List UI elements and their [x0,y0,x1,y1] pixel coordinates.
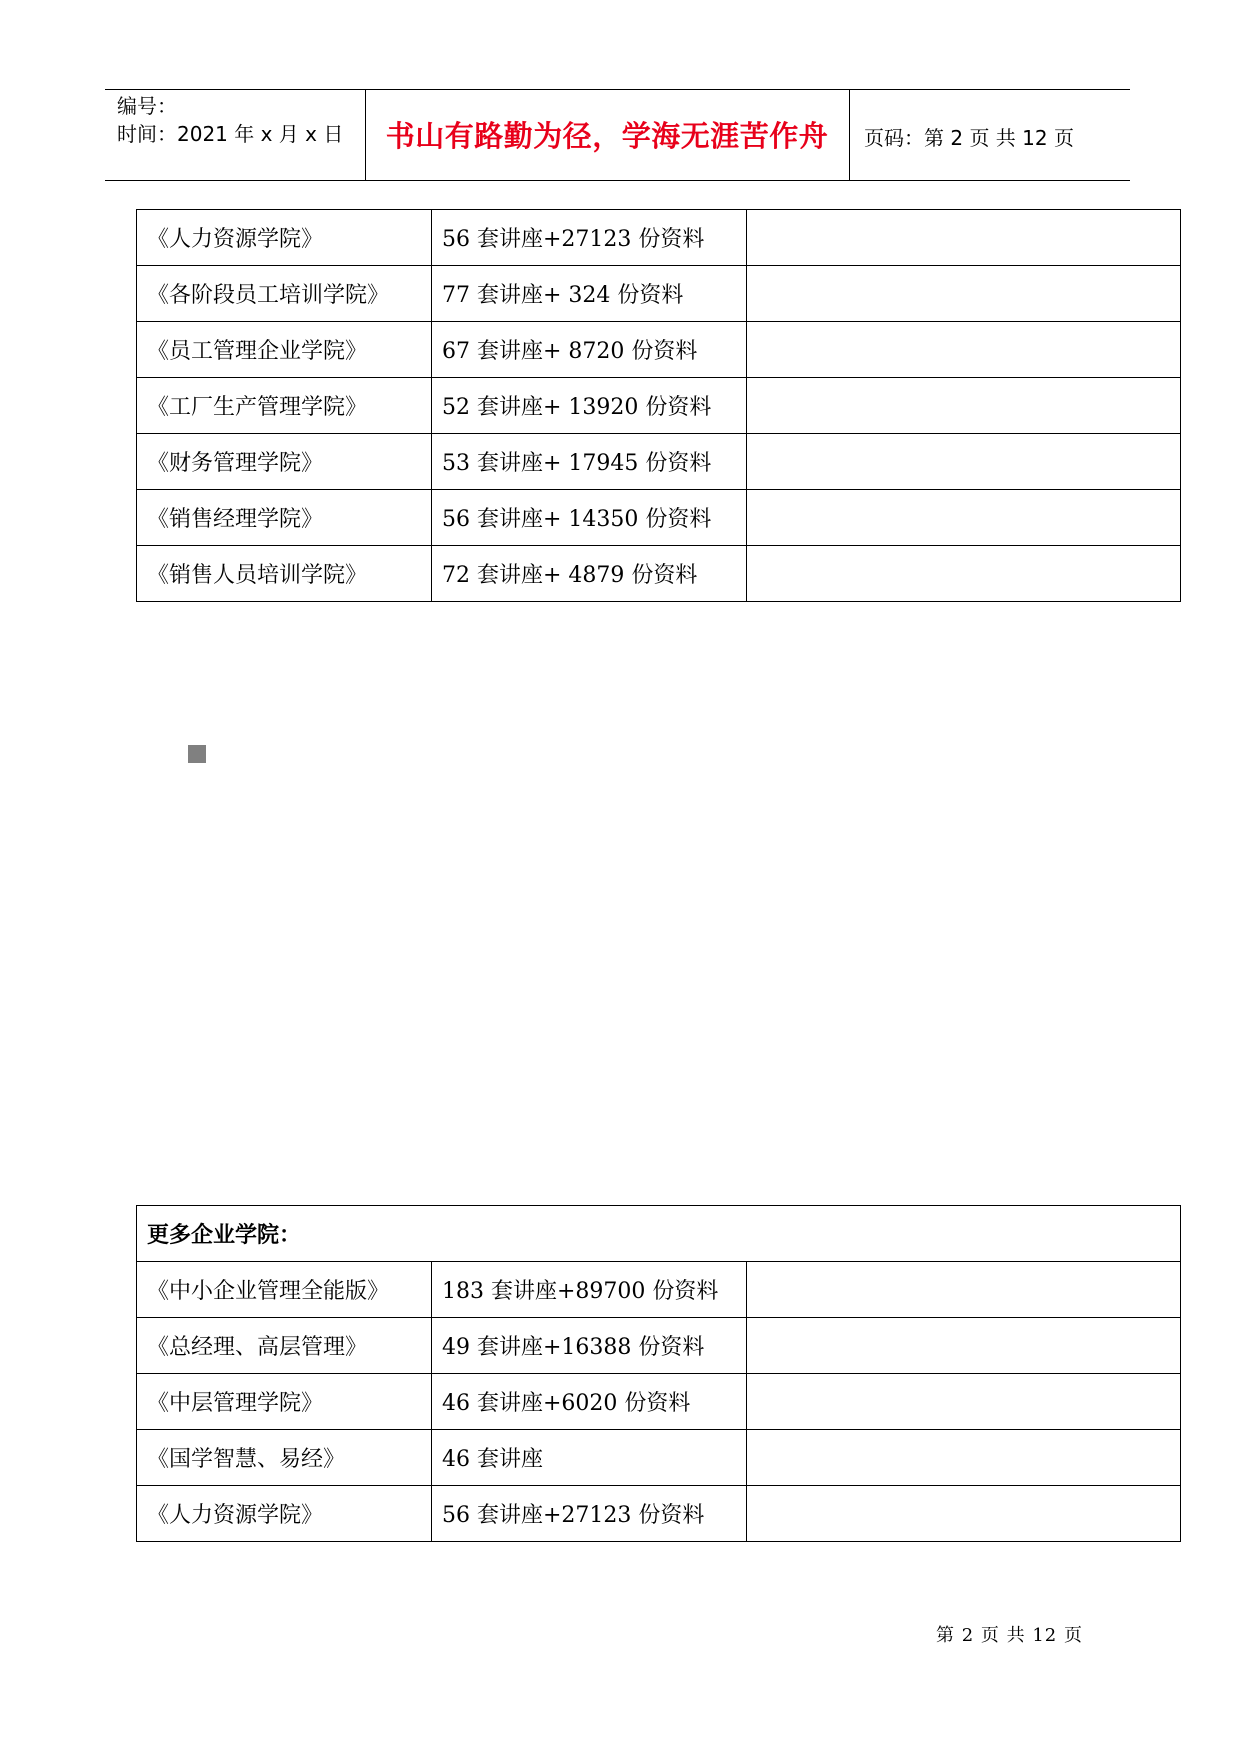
table-row [137,1374,1181,1430]
academy-note [747,1318,1181,1374]
table-header-row [137,1206,1181,1262]
academy-note [747,322,1181,378]
academy-name: 《财务管理学院》 [137,434,432,490]
academy-note [747,210,1181,266]
academy-name: 《总经理、高层管理》 [137,1318,432,1374]
table-row [137,266,1181,322]
table-row [137,1486,1181,1542]
header-meta [117,92,343,148]
academy-note [747,1262,1181,1318]
table-row [137,434,1181,490]
academy-content: 46 套讲座+6020 份资料 [432,1374,747,1430]
academy-content: 46 套讲座 [432,1430,747,1486]
serial-label: 编号： [117,94,177,118]
table-row [137,1262,1181,1318]
square-bullet-icon [188,745,206,763]
academy-note [747,546,1181,602]
table-row [137,490,1181,546]
academy-content: 49 套讲座+16388 份资料 [432,1318,747,1374]
header-page-code: 页码：第 2 页 共 12 页 [864,126,1074,150]
academy-note [747,1374,1181,1430]
table-row [137,322,1181,378]
academy-content: 183 套讲座+89700 份资料 [432,1262,747,1318]
page-footer: 第 2 页 共 12 页 [936,1625,1083,1646]
academy-note [747,434,1181,490]
academy-name: 《人力资源学院》 [137,210,432,266]
academy-note [747,378,1181,434]
academy-name: 《中小企业管理全能版》 [137,1262,432,1318]
table-row [137,546,1181,602]
table-row [137,1318,1181,1374]
academy-content: 72 套讲座+ 4879 份资料 [432,546,747,602]
table-row [137,378,1181,434]
academy-note [747,1486,1181,1542]
header-bottom-rule [105,180,1130,181]
table-row [137,1430,1181,1486]
academy-content: 56 套讲座+27123 份资料 [432,210,747,266]
table-row [137,210,1181,266]
header-divider-right [849,89,850,181]
academy-content: 77 套讲座+ 324 份资料 [432,266,747,322]
academy-content: 56 套讲座+ 14350 份资料 [432,490,747,546]
academy-content: 56 套讲座+27123 份资料 [432,1486,747,1542]
academy-name: 《各阶段员工培训学院》 [137,266,432,322]
academy-name: 《中层管理学院》 [137,1374,432,1430]
more-academies-heading: 更多企业学院： [137,1206,1181,1262]
academy-note [747,1430,1181,1486]
academy-content: 52 套讲座+ 13920 份资料 [432,378,747,434]
header-top-rule [105,89,1130,90]
time-label: 时间：2021 年 x 月 x 日 [117,122,344,146]
academy-table [136,209,1181,602]
academy-name: 《工厂生产管理学院》 [137,378,432,434]
more-academies-table [136,1205,1181,1542]
academy-name: 《销售经理学院》 [137,490,432,546]
academy-content: 53 套讲座+ 17945 份资料 [432,434,747,490]
academy-content: 67 套讲座+ 8720 份资料 [432,322,747,378]
academy-name: 《国学智慧、易经》 [137,1430,432,1486]
academy-name: 《人力资源学院》 [137,1486,432,1542]
academy-note [747,490,1181,546]
academy-name: 《销售人员培训学院》 [137,546,432,602]
header-motto: 书山有路勤为径，学海无涯苦作舟 [385,119,829,153]
academy-name: 《员工管理企业学院》 [137,322,432,378]
academy-note [747,266,1181,322]
